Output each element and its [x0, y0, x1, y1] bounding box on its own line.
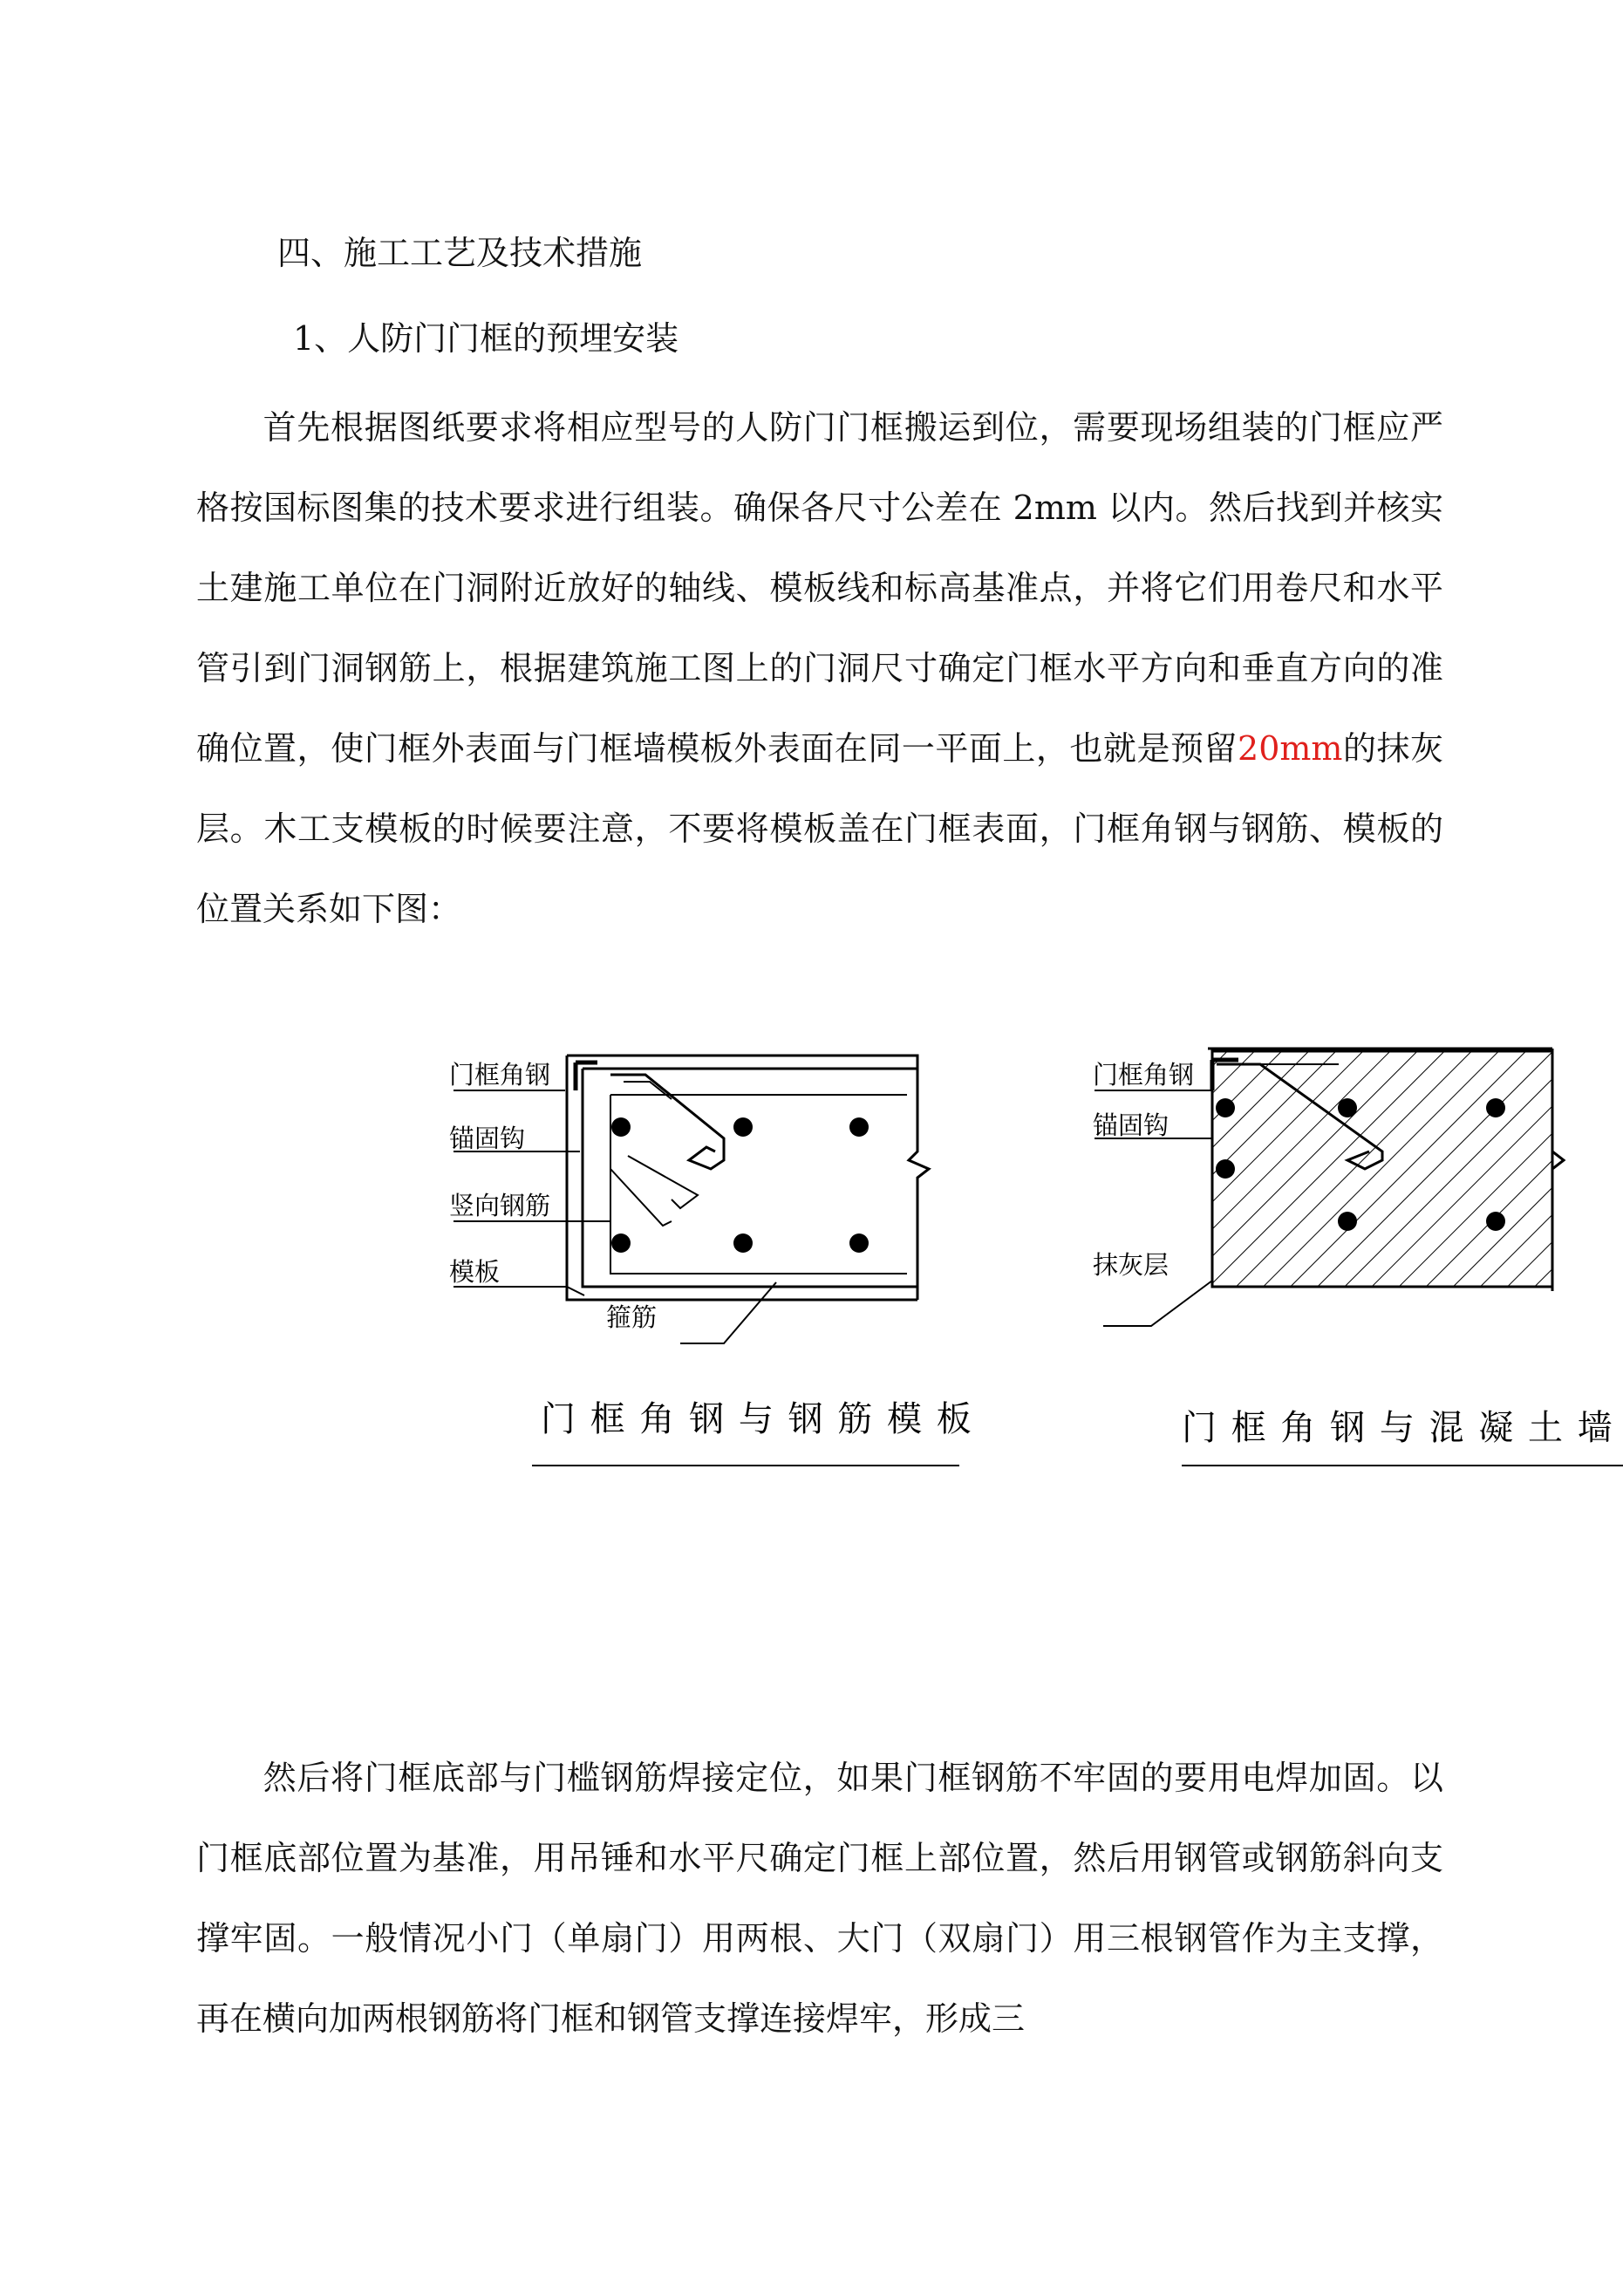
figure-rebar-formwork-drawing [436, 1029, 977, 1474]
label-formwork: 模板 [449, 1257, 501, 1287]
figure-right-caption: 门 框 角 钢 与 混 凝 土 墙 [1182, 1408, 1614, 1448]
figure-left-caption: 门 框 角 钢 与 钢 筋 模 板 [541, 1399, 973, 1439]
paragraph-1 [196, 387, 1443, 949]
label-plaster-layer: 抹灰层 [1093, 1250, 1170, 1280]
section-heading: 四、施工工艺及技术措施 [277, 234, 643, 272]
figure-concrete-wall [1086, 1029, 1623, 1474]
label-angle-steel: 门框角钢 [449, 1060, 551, 1090]
label-angle-steel-right: 门框角钢 [1093, 1060, 1195, 1090]
paragraph-1-text-end: 的抹灰层。木工支模板的时候要注意，不要将模板盖在门框表面，门框角钢与钢筋、模板的位置关系如下图： [196, 729, 1443, 928]
subsection-heading: 1、人防门门框的预埋安装 [293, 319, 679, 358]
paragraph-1-text: 首先根据图纸要求将相应型号的人防门门框搬运到位，需要现场组装的门框应严格按国标图集的技术要求进行组装。确保各尺寸公差在 2mm 以内。然后找到并核实土建施工单位在门洞附近放好的轴线、模板线和标高基准点，并将它们用卷尺和水平管引到门洞钢筋上，根据建筑施工图上的门洞尺寸确定门框水平方向和垂直方向的准确位置，使门框外表面与门框墙模板外表面在同一平面上，也就是预留 [196, 408, 1443, 768]
figure-concrete-wall-drawing [1086, 1029, 1623, 1474]
figure-rebar-formwork [436, 1029, 977, 1474]
highlight-dimension: 20mm [1238, 729, 1343, 768]
label-anchor-hook: 锚固钩 [449, 1124, 526, 1153]
label-anchor-hook-right: 锚固钩 [1093, 1110, 1170, 1140]
rebar-dots [611, 1117, 869, 1253]
paragraph-2 [196, 1738, 1443, 2059]
label-vertical-rebar: 竖向钢筋 [449, 1191, 551, 1220]
label-stirrup: 箍筋 [606, 1302, 658, 1332]
paragraph-2-text: 然后将门框底部与门槛钢筋焊接定位，如果门框钢筋不牢固的要用电焊加固。以门框底部位置为基准，用吊锤和水平尺确定门框上部位置，然后用钢管或钢筋斜向支撑牢固。一般情况小门（单扇门）用两根、大门（双扇门）用三根钢管作为主支撑，再在横向加两根钢筋将门框和钢管支撑连接焊牢，形成三 [196, 1759, 1443, 2038]
